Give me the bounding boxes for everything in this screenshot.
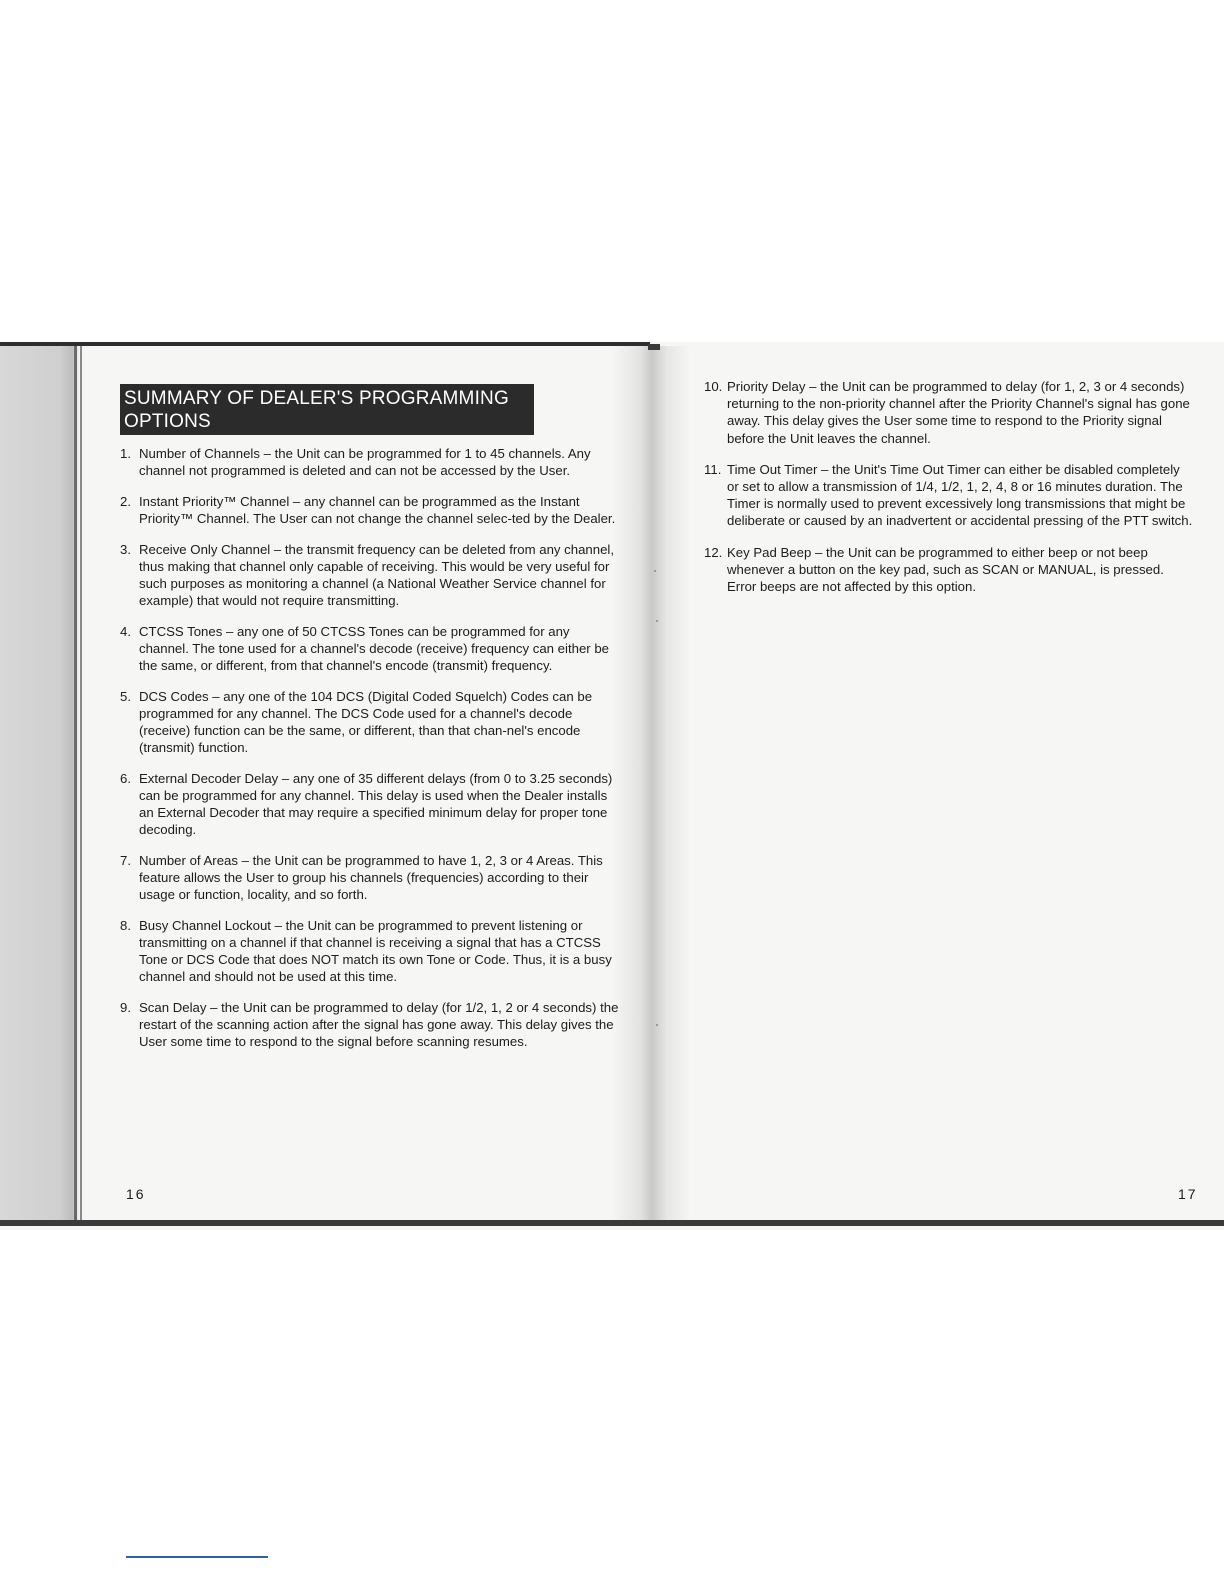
item-text: Busy Channel Lockout – the Unit can be programmed to prevent listening or transmitting on a channel if that channel is receiving a signal that has a CTCSS Tone or DCS Code that does NOT match its own Tone or Code. Thus, it is a busy channel and should not be used at this time. xyxy=(139,918,612,984)
scan-speck xyxy=(656,1024,658,1026)
item-number: 10. xyxy=(704,379,723,394)
list-item xyxy=(120,999,620,1050)
right-page xyxy=(704,378,1194,609)
item-text: Priority Delay – the Unit can be programmed to delay (for 1, 2, 3 or 4 seconds) returning to the non-priority channel after the Priority Channel's signal has gone away. This delay gives the User some time to respond to the Priority signal before the Unit leaves the channel. xyxy=(727,379,1190,446)
item-number: 8. xyxy=(120,918,131,933)
item-text: External Decoder Delay – any one of 35 different delays (from 0 to 3.25 seconds) can be programmed for any channel. This delay is used when the Dealer installs an External Decoder that may require a specified minimum delay for proper tone decoding. xyxy=(139,771,613,837)
item-text: Number of Channels – the Unit can be programmed for 1 to 45 channels. Any channel not programmed is deleted and can not be accessed by the User. xyxy=(139,446,591,478)
item-text: Key Pad Beep – the Unit can be programmed to either beep or not beep whenever a button on the key pad, such as SCAN or MANUAL, is pressed. Error beeps are not affected by this option. xyxy=(727,544,1164,595)
section-heading xyxy=(120,384,534,435)
item-number: 4. xyxy=(120,624,131,639)
list-item xyxy=(120,623,620,674)
center-gutter xyxy=(612,346,692,1220)
bottom-edge-rule xyxy=(0,1220,1224,1226)
list-item xyxy=(120,917,620,985)
left-page xyxy=(120,384,620,1064)
footer-rule xyxy=(126,1556,268,1558)
item-text: Receive Only Channel – the transmit frequency can be deleted from any channel, thus making that channel only capable of receiving. This would be very useful for such purposes as monitoring a channel (a National Weather Service channel for example) that would not require transmitting. xyxy=(139,542,615,608)
left-edge-line xyxy=(80,346,82,1220)
top-edge-mark xyxy=(648,344,660,350)
item-text: Instant Priority™ Channel – any channel can be programmed as the Instant Priority™ Channel. The User can not change the channel selec-ted by the Dealer. xyxy=(139,494,616,526)
page-number-right: 17 xyxy=(1178,1186,1198,1202)
list-item xyxy=(120,688,620,756)
list-item xyxy=(120,770,620,838)
list-item xyxy=(704,378,1194,447)
heading-line-1: SUMMARY OF DEALER'S PROGRAMMING xyxy=(124,388,509,409)
item-text: CTCSS Tones – any one of 50 CTCSS Tones can be programmed for any channel. The tone used for a channel's decode (receive) frequency can either be the same, or different, from that channel's encode (transmit) frequency. xyxy=(139,624,609,673)
list-item xyxy=(120,493,620,527)
heading-line-2: OPTIONS xyxy=(124,411,211,432)
list-item xyxy=(120,852,620,903)
left-edge-line xyxy=(74,346,77,1220)
item-text: Time Out Timer – the Unit's Time Out Timer can either be disabled completely or set to allow a transmission of 1/4, 1/2, 1, 2, 4, 8 or 16 minutes duration. The Timer is normally used to prevent excessively long transmissions that might be deliberate or caused by an inadvertent or accidental pressing of the PTT switch. xyxy=(727,461,1193,529)
page-number-left: 16 xyxy=(126,1186,146,1202)
top-edge-rule xyxy=(0,342,650,346)
item-text: Scan Delay – the Unit can be programmed to delay (for 1/2, 1, 2 or 4 seconds) the restart of the scanning action after the signal has gone away. This delay gives the User some time to respond to the signal before scanning resumes. xyxy=(139,1000,619,1049)
item-number: 2. xyxy=(120,494,131,509)
item-number: 7. xyxy=(120,853,131,868)
item-number: 12. xyxy=(704,544,723,560)
item-number: 6. xyxy=(120,771,131,786)
list-item xyxy=(704,544,1194,596)
item-text: DCS Codes – any one of the 104 DCS (Digital Coded Squelch) Codes can be programmed for any channel. The DCS Code used for a channel's decode (receive) function can be the same, or different, than that chan-nel's encode (transmit) function. xyxy=(139,689,593,755)
options-list-right xyxy=(704,378,1194,595)
item-number: 9. xyxy=(120,1000,131,1015)
list-item xyxy=(120,541,620,609)
item-number: 3. xyxy=(120,542,131,557)
item-number: 5. xyxy=(120,689,131,704)
item-number: 11. xyxy=(704,461,722,477)
list-item xyxy=(120,445,620,479)
list-item xyxy=(704,461,1194,530)
scan-speck xyxy=(656,620,658,622)
scan-speck xyxy=(654,570,656,572)
item-number: 1. xyxy=(120,446,131,461)
item-text: Number of Areas – the Unit can be programmed to have 1, 2, 3 or 4 Areas. This feature allows the User to group his channels (frequencies) according to their usage or function, locality, and so forth. xyxy=(139,853,603,902)
options-list-left xyxy=(120,445,620,1050)
